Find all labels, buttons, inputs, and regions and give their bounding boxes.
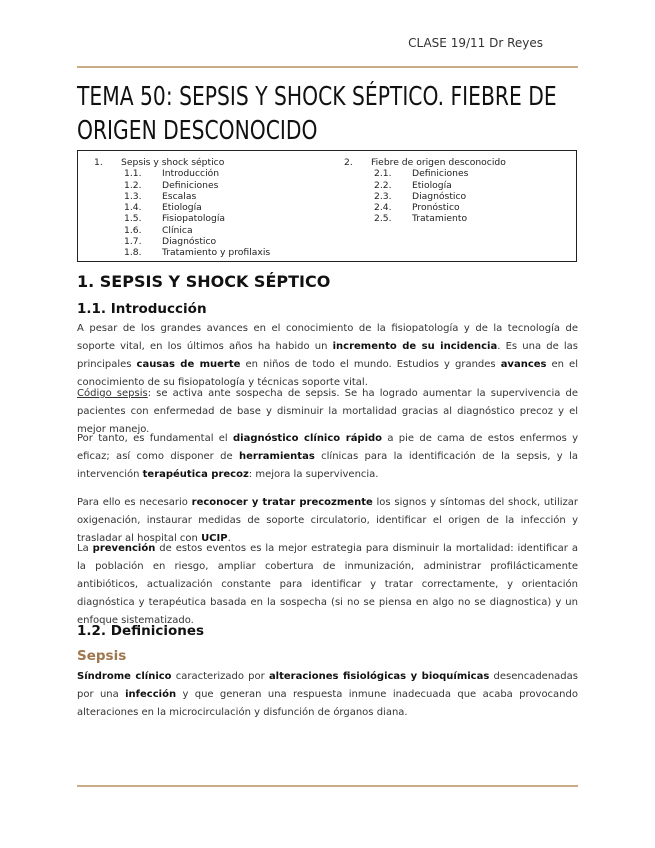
toc-label: Sepsis y shock séptico — [121, 157, 225, 168]
intro-paragraph-5: La prevención de estos eventos es la mejor estrategia para disminuir la mortalidad: identificar a la población en riesgo, ampliar cobertura de inmunización, administrar profilácticamente antibióticos, actualización constante para identificar y tratar correctamente, y orientación diagnóstica y terapéutica basada en la sospecha (si no se piensa en algo no se diagnostica) y un enfoque sistematizado. — [77, 543, 578, 626]
header-note: CLASE 19/11 Dr Reyes — [408, 36, 543, 50]
title-line-1: TEMA 50: SEPSIS Y SHOCK SÉPTICO. FIEBRE DE — [77, 82, 557, 112]
page-title — [77, 80, 576, 148]
intro-paragraph-2: Código sepsis: se activa ante sospecha de sepsis. Se ha logrado aumentar la supervivencia de pacientes con enfermedad de base y disminuir la mortalidad gracias al diagnóstico precoz y el mejor manejo. — [77, 388, 579, 435]
bottom-divider — [77, 785, 578, 787]
toc-item — [94, 157, 270, 168]
top-divider — [77, 66, 578, 68]
toc-label: Tratamiento y profilaxis — [162, 247, 271, 259]
toc-label: Pronóstico — [412, 202, 460, 214]
toc-number: 1.3. — [124, 190, 142, 202]
toc-number: 2.5. — [374, 213, 392, 225]
table-of-contents — [77, 150, 577, 262]
toc-label: Fisiopatología — [162, 213, 226, 225]
toc-subitem — [344, 213, 506, 224]
sepsis-heading: Sepsis — [77, 648, 127, 664]
toc-label: Tratamiento — [412, 213, 468, 225]
toc-subitem — [344, 180, 506, 191]
section-heading: 1. SEPSIS Y SHOCK SÉPTICO — [77, 272, 331, 291]
toc-label: Definiciones — [162, 179, 219, 191]
toc-label: Diagnóstico — [162, 236, 217, 248]
intro-paragraph-4: Para ello es necesario reconocer y tratar precozmente los signos y síntomas del shock, utilizar oxigenación, instaurar medidas de soporte circulatorio, identificar el origen de la infección y trasladar al hospital con UCIP. — [77, 497, 578, 544]
toc-label: Etiología — [162, 202, 202, 214]
toc-number: 2.4. — [374, 202, 392, 214]
subsection-heading-definitions: 1.2. Definiciones — [77, 623, 205, 639]
toc-number: 2.1. — [374, 168, 392, 180]
toc-number: 1.5. — [124, 213, 142, 225]
toc-subitem — [94, 180, 270, 191]
toc-item — [344, 157, 506, 168]
toc-number: 2. — [344, 157, 353, 168]
toc-number: 1.4. — [124, 202, 142, 214]
toc-number: 2.3. — [374, 190, 392, 202]
toc-number: 1.1. — [124, 168, 142, 180]
toc-subitem — [344, 202, 506, 213]
intro-paragraph-3: Por tanto, es fundamental el diagnóstico clínico rápido a pie de cama de estos enfermos y eficaz; así como disponer de herramientas clínicas para la identificación de la sepsis, y la intervención terapéutica precoz: mejora la supervivencia. — [77, 433, 578, 480]
toc-subitem — [94, 225, 270, 236]
toc-subitem — [94, 202, 270, 213]
toc-subitem — [94, 247, 270, 258]
toc-subitem — [94, 213, 270, 224]
toc-number: 1.7. — [124, 236, 142, 248]
toc-number: 2.2. — [374, 179, 392, 191]
toc-label: Clínica — [162, 224, 193, 236]
toc-number: 1.2. — [124, 179, 142, 191]
toc-label: Fiebre de origen desconocido — [371, 157, 506, 168]
sepsis-definition: Síndrome clínico caracterizado por alteraciones fisiológicas y bioquímicas desencadenadas por una infección y que generan una respuesta inmune inadecuada que acaba provocando alteraciones en la microcirculación y disfunción de órganos diana. — [77, 671, 578, 718]
toc-label: Etiología — [412, 179, 452, 191]
toc-label: Introducción — [162, 168, 220, 180]
toc-number: 1. — [94, 157, 103, 168]
toc-subitem — [344, 191, 506, 202]
toc-subitem — [94, 236, 270, 247]
title-line-2: ORIGEN DESCONOCIDO — [77, 116, 318, 146]
toc-label: Escalas — [162, 190, 197, 202]
toc-number: 1.8. — [124, 247, 142, 259]
intro-paragraph-1: A pesar de los grandes avances en el conocimiento de la fisiopatología y de la tecnología de soporte vital, en los últimos años ha habido un incremento de su incidencia. Es una de las principales causas de muerte en niños de todo el mundo. Estudios y grandes avances en el conocimiento de su fisiopatología y técnicas soporte vital. — [77, 323, 579, 388]
toc-subitem — [344, 168, 506, 179]
toc-label: Definiciones — [412, 168, 469, 180]
toc-subitem — [94, 191, 270, 202]
toc-subitem — [94, 168, 270, 179]
toc-column-2 — [344, 157, 506, 225]
toc-column-1 — [94, 157, 270, 259]
toc-label: Diagnóstico — [412, 190, 467, 202]
subsection-heading-intro: 1.1. Introducción — [77, 301, 207, 317]
toc-number: 1.6. — [124, 224, 142, 236]
